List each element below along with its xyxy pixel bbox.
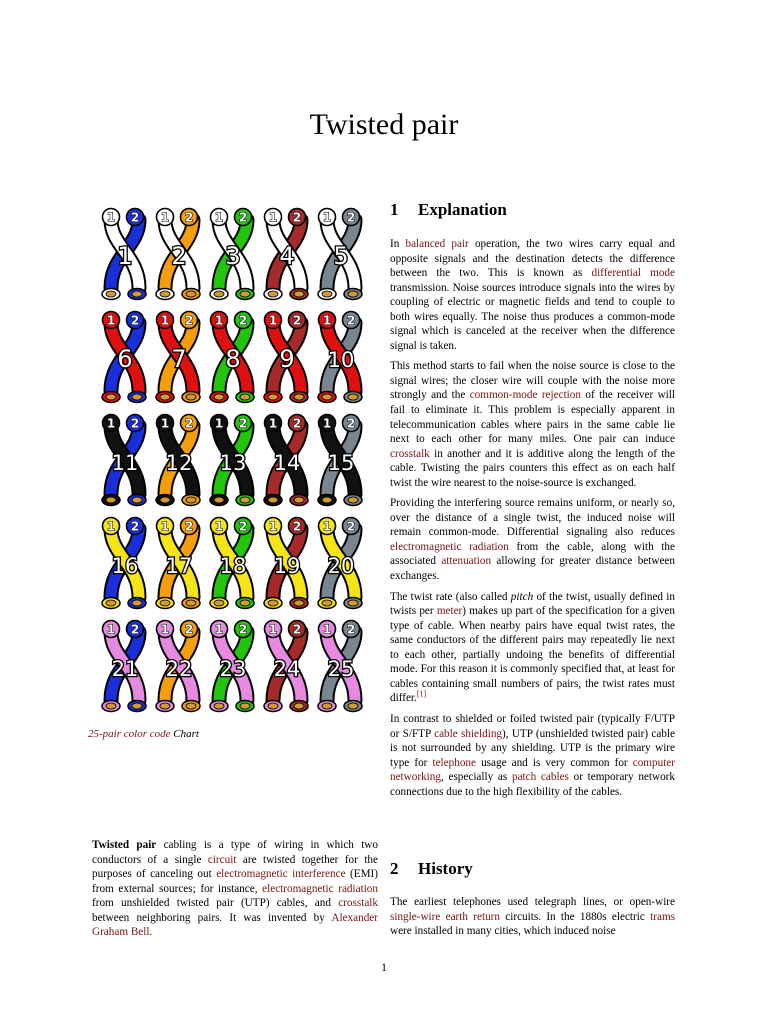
copper-core: [214, 394, 224, 400]
wire-pair-7: [156, 312, 200, 403]
pair-number: 20: [327, 554, 355, 578]
wire-end-label: 1: [106, 416, 116, 431]
wire-end-label: 1: [214, 210, 224, 225]
wire-end-label: 2: [346, 210, 356, 225]
wire-end-label: 2: [346, 416, 356, 431]
link-electromagnetic-interference[interactable]: electromagnetic interference: [216, 868, 346, 881]
wire-end-label: 2: [346, 313, 356, 328]
link-cable-shielding[interactable]: cable shielding: [434, 727, 503, 740]
wire-end-label: 1: [160, 622, 170, 637]
pair-number: 24: [273, 657, 301, 681]
copper-core: [132, 600, 142, 606]
pair-number: 13: [219, 451, 247, 475]
wire-end-label: 1: [214, 519, 224, 534]
pair-number: 1: [117, 242, 133, 270]
copper-core: [160, 497, 170, 503]
copper-core: [106, 600, 116, 606]
wire-end-label: 1: [214, 416, 224, 431]
copper-core: [268, 291, 278, 297]
wire-end-label: 1: [322, 622, 332, 637]
wire-end-label: 1: [106, 622, 116, 637]
wire-end-label: 2: [184, 519, 194, 534]
wire-pair-12: [156, 415, 200, 506]
history-body: [390, 895, 675, 945]
wire-end-label: 1: [268, 519, 278, 534]
link-electromagnetic-radiation[interactable]: electromagnetic radiation: [262, 882, 378, 895]
pair-number: 18: [219, 554, 247, 578]
wire-pair-19: [264, 518, 308, 609]
wire-end-label: 2: [346, 519, 356, 534]
wire-pair-23: [210, 621, 254, 712]
copper-core: [268, 394, 278, 400]
pair-number: 5: [333, 242, 349, 270]
intro-bold-term: Twisted pair: [92, 839, 157, 851]
intro-paragraph: [92, 838, 378, 946]
link-common-mode-rejection[interactable]: common-mode rejection: [469, 389, 581, 402]
link-computer-networking[interactable]: computer networking: [390, 756, 675, 784]
wire-end-label: 2: [238, 210, 248, 225]
wire-end-label: 2: [292, 622, 302, 637]
wire-end-label: 2: [238, 313, 248, 328]
pair-number: 10: [327, 348, 355, 372]
copper-core: [294, 703, 304, 709]
pair-number: 3: [225, 242, 241, 270]
pair-number: 11: [111, 451, 139, 475]
copper-core: [106, 394, 116, 400]
copper-core: [160, 600, 170, 606]
explanation-body: [390, 237, 675, 805]
pair-number: 22: [165, 657, 193, 681]
link-differential-mode[interactable]: differential mode: [591, 267, 675, 280]
pair-number: 19: [273, 554, 301, 578]
section-heading-history: 2 History: [390, 859, 473, 878]
copper-core: [240, 703, 250, 709]
wire-end-label: 1: [106, 210, 116, 225]
section-heading-explanation: 1 Explanation: [390, 200, 507, 219]
wire-end-label: 2: [346, 622, 356, 637]
link-attenuation[interactable]: attenuation: [441, 555, 492, 568]
wire-end-label: 1: [106, 519, 116, 534]
wire-pair-25: [318, 621, 362, 712]
wire-end-label: 2: [292, 519, 302, 534]
link-alexander-graham-bell[interactable]: Alexander Graham Bell: [92, 911, 378, 939]
pair-number: 15: [327, 451, 355, 475]
wire-pair-9: [264, 312, 308, 403]
copper-core: [186, 703, 196, 709]
copper-core: [214, 703, 224, 709]
wire-end-label: 1: [322, 313, 332, 328]
wire-pair-17: [156, 518, 200, 609]
link-crosstalk-2[interactable]: crosstalk: [390, 447, 430, 460]
wire-pair-1: [102, 209, 146, 300]
link-single-wire-earth-return[interactable]: single-wire earth return: [390, 910, 500, 923]
link-crosstalk[interactable]: crosstalk: [338, 897, 378, 910]
copper-core: [132, 291, 142, 297]
pair-number: 9: [279, 345, 295, 373]
explanation-paragraph-5: In contrast to shielded or foiled twisted pair (typically F/UTP or S/FTP cable shielding), UTP (unshielded twisted pair) cable is not surrounded by any shielding. UTP is the primary wire type for telephone usage and is very common for computer networking, especially as patch cables or temporary network connections due to the high flexibility of the cables.: [390, 712, 675, 798]
copper-core: [294, 600, 304, 606]
wire-pair-24: [264, 621, 308, 712]
wire-pair-14: [264, 415, 308, 506]
pair-number: 7: [171, 345, 187, 373]
copper-core: [240, 394, 250, 400]
wire-end-label: 2: [130, 622, 140, 637]
link-telephone[interactable]: telephone: [432, 756, 476, 769]
link-circuit[interactable]: circuit: [207, 853, 237, 866]
pair-number: 16: [111, 554, 139, 578]
copper-core: [240, 497, 250, 503]
copper-core: [268, 600, 278, 606]
explanation-paragraph-2: This method starts to fail when the noise source is close to the signal wires; the closer wire will couple with the noise more strongly and the common-mode rejection of the receiver will fail to eliminate it. This problem is especially apparent in telecommunication cables where pairs in the same cable lie next to each other for many miles. One pair can induce crosstalk in another and it is additive along the length of the cable. Twisting the pairs counters this effect as on each half twist the wire nearest to the noise-source is exchanged.: [390, 360, 675, 489]
wire-end-label: 1: [322, 416, 332, 431]
wire-end-label: 1: [322, 210, 332, 225]
wire-end-label: 2: [292, 313, 302, 328]
copper-core: [294, 497, 304, 503]
link-meter[interactable]: meter: [436, 605, 463, 618]
copper-core: [214, 497, 224, 503]
copper-core: [348, 703, 358, 709]
wire-end-label: 1: [268, 416, 278, 431]
copper-core: [322, 600, 332, 606]
pair-number: 14: [273, 451, 301, 475]
wire-end-label: 1: [214, 313, 224, 328]
wire-end-label: 2: [292, 210, 302, 225]
copper-core: [322, 291, 332, 297]
copper-core: [160, 394, 170, 400]
copper-core: [240, 291, 250, 297]
wire-pair-16: [102, 518, 146, 609]
pair-number: 4: [279, 242, 295, 270]
wire-end-label: 2: [130, 416, 140, 431]
copper-core: [106, 703, 116, 709]
wire-end-label: 1: [160, 519, 170, 534]
copper-core: [322, 394, 332, 400]
copper-core: [132, 497, 142, 503]
pair-number: 23: [219, 657, 247, 681]
intro-text: Twisted pair cabling is a type of wiring in which two conductors of a single circuit are twisted together for the purposes of canceling out electromagnetic interference (EMI) from external sources; for instance, electromagnetic radiation from unshielded twisted pair (UTP) cables, and crosstalk between neighboring pairs. It was invented by Alexander Graham Bell.: [92, 839, 379, 939]
copper-core: [132, 703, 142, 709]
wire-end-label: 2: [238, 519, 248, 534]
copper-core: [186, 394, 196, 400]
wire-end-label: 1: [268, 622, 278, 637]
wire-pair-8: [210, 312, 254, 403]
pair-number: 6: [117, 345, 133, 373]
pair-number: 25: [327, 657, 355, 681]
wire-end-label: 2: [184, 313, 194, 328]
wire-end-label: 1: [106, 313, 116, 328]
copper-core: [322, 703, 332, 709]
pair-number: 17: [165, 554, 193, 578]
explanation-paragraph-3: Providing the interfering source remains uniform, or nearly so, over the distance of a single twist, the induced noise will remain common-mode. Differential signaling also reduces electromagnetic radiation from the cable, along with the associated attenuation allowing for greater distance between exchanges.: [390, 497, 675, 583]
pair-color-chart: [99, 206, 379, 721]
pair-number: 2: [171, 242, 187, 270]
copper-core: [106, 497, 116, 503]
wire-end-label: 2: [130, 210, 140, 225]
wire-pair-13: [210, 415, 254, 506]
copper-core: [294, 394, 304, 400]
copper-core: [348, 600, 358, 606]
explanation-paragraph-1: In balanced pair operation, the two wires carry equal and opposite signals and the destination detects the difference between the two. This is known as differential mode transmission. Noise sources introduce signals into the wires by coupling of electric or magnetic fields and tend to couple to both wires equally. The noise thus produces a common-mode signal which is canceled at the receiver when the difference signal is taken.: [390, 238, 675, 352]
page-title: Twisted pair: [309, 108, 459, 141]
link-trams[interactable]: trams: [650, 910, 675, 923]
wire-pair-20: [318, 518, 362, 609]
wire-end-label: 2: [238, 416, 248, 431]
copper-core: [214, 600, 224, 606]
pair-number: 8: [225, 345, 241, 373]
copper-core: [186, 497, 196, 503]
copper-core: [132, 394, 142, 400]
wire-end-label: 2: [292, 416, 302, 431]
copper-core: [294, 291, 304, 297]
wire-end-label: 2: [238, 622, 248, 637]
caption-link-25-pair-color-code[interactable]: 25-pair color code: [88, 728, 171, 740]
wire-pair-22: [156, 621, 200, 712]
wire-pair-3: [210, 209, 254, 300]
copper-core: [186, 600, 196, 606]
wire-pair-5: [318, 209, 362, 300]
reference-1[interactable]: [1]: [416, 689, 427, 699]
copper-core: [348, 497, 358, 503]
figure-caption: 25-pair color code Chart: [88, 728, 199, 740]
wire-pair-11: [102, 415, 146, 506]
copper-core: [348, 291, 358, 297]
copper-core: [214, 291, 224, 297]
link-balanced-pair[interactable]: balanced pair: [405, 238, 469, 250]
wire-end-label: 1: [160, 210, 170, 225]
wire-end-label: 1: [160, 416, 170, 431]
wire-end-label: 1: [160, 313, 170, 328]
wire-pair-21: [102, 621, 146, 712]
pair-number: 12: [165, 451, 193, 475]
copper-core: [268, 497, 278, 503]
wire-end-label: 2: [184, 622, 194, 637]
wire-end-label: 2: [130, 313, 140, 328]
wire-pair-15: [318, 415, 362, 506]
copper-core: [240, 600, 250, 606]
copper-core: [268, 703, 278, 709]
copper-core: [186, 291, 196, 297]
copper-core: [160, 291, 170, 297]
link-electromagnetic-radiation-2[interactable]: electromagnetic radiation: [390, 540, 509, 553]
wire-end-label: 1: [322, 519, 332, 534]
copper-core: [322, 497, 332, 503]
link-patch-cables[interactable]: patch cables: [511, 771, 569, 784]
wire-end-label: 2: [184, 416, 194, 431]
history-paragraph-1: The earliest telephones used telegraph lines, or open-wire single-wire earth return circuits. In the 1880s electric trams were installed in many cities, which induced noise: [390, 896, 675, 938]
wire-end-label: 1: [214, 622, 224, 637]
wire-end-label: 2: [130, 519, 140, 534]
wire-end-label: 2: [184, 210, 194, 225]
wire-pair-4: [264, 209, 308, 300]
page-number: 1: [381, 960, 387, 974]
explanation-paragraph-4: The twist rate (also called pitch of the twist, usually defined in twists per meter) makes up part of the specification for a given type of cable. When nearby pairs have equal twist rates, the same conductors of the different pairs may repeatedly lie next to each other, partially undoing the benefits of differential mode. For this reason it is commonly specified that, at least for cables containing small numbers of pairs, the twist rates must differ.[1]: [390, 590, 675, 705]
wire-end-label: 1: [268, 210, 278, 225]
wire-pair-2: [156, 209, 200, 300]
pair-number: 21: [111, 657, 139, 681]
pair-chart-svg: [99, 206, 379, 716]
copper-core: [160, 703, 170, 709]
wire-end-label: 1: [268, 313, 278, 328]
copper-core: [106, 291, 116, 297]
wire-pair-18: [210, 518, 254, 609]
wire-pair-6: [102, 312, 146, 403]
wire-pair-10: [318, 312, 362, 403]
copper-core: [348, 394, 358, 400]
